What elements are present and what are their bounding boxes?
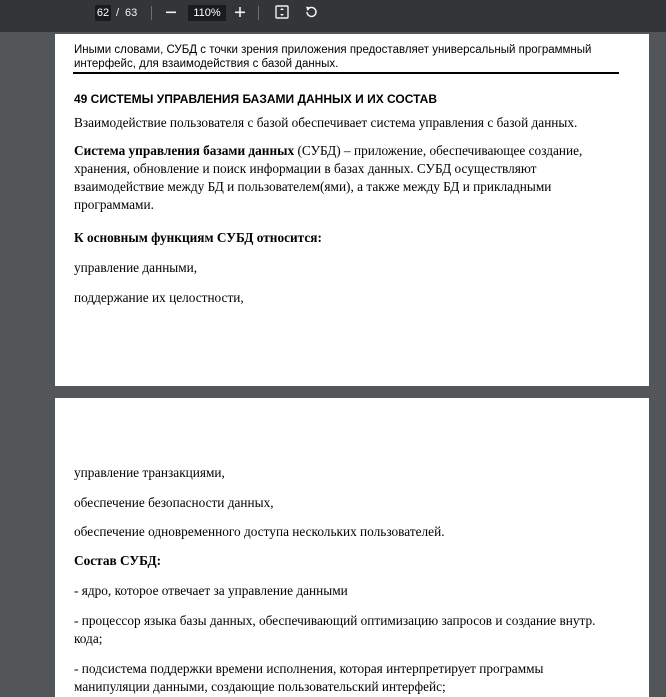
definition-term: Система управления базами данных (74, 143, 295, 158)
rotate-button[interactable] (302, 3, 320, 21)
zoom-input[interactable]: 110% (188, 5, 226, 21)
section-title: 49 СИСТЕМЫ УПРАВЛЕНИЯ БАЗАМИ ДАННЫХ И ИХ СОСТАВ (74, 92, 437, 106)
toolbar-divider (258, 6, 259, 20)
page-separator: / (116, 7, 120, 19)
composition-heading: Состав СУБД: (74, 553, 162, 568)
header-note: Иными словами, СУБД с точки зрения приложения предоставляет универсальный программный интерфейс, для взаимодействия с базой данных. (74, 44, 592, 70)
page-number-input[interactable]: 62 (96, 7, 110, 19)
minus-icon (165, 6, 177, 18)
list-item: - ядро, которое отвечает за управление данными (74, 583, 348, 598)
header-divider (73, 72, 619, 74)
definition-paragraph (74, 142, 619, 214)
total-pages: 63 (125, 7, 138, 19)
fit-page-button[interactable] (273, 3, 291, 21)
list-item: обеспечение одновременного доступа нескольких пользователей. (74, 524, 445, 539)
functions-heading: К основным функциям СУБД относится: (74, 230, 322, 245)
list-item: - процессор языка базы данных, обеспечивающий оптимизацию запросов и создание внутр. кода; (74, 613, 596, 646)
zoom-in-button[interactable] (231, 3, 249, 21)
list-item: управление транзакциями, (74, 465, 225, 480)
rotate-icon (304, 5, 318, 19)
list-item: управление данными, (74, 260, 198, 275)
list-item: поддержание их целостности, (74, 290, 244, 305)
toolbar-divider (151, 6, 152, 20)
list-item: - подсистема поддержки времени исполнения, которая интерпретирует программы манипуляции данными, создающие пользовательский интерфейс; (74, 661, 544, 694)
pdf-page (55, 398, 649, 697)
plus-icon (234, 6, 246, 18)
list-item: обеспечение безопасности данных, (74, 495, 274, 510)
zoom-out-button[interactable] (162, 3, 180, 21)
definition-text: (СУБД) – приложение, обеспечивающее создание, хранения, обновление и поиск информации в базах данных. СУБД осуществляют взаимодействие между БД и пользователем(ями), а также между БД и прикладными программами. (74, 143, 583, 212)
intro-paragraph: Взаимодействие пользователя с базой обеспечивает система управления с базой данных. (74, 115, 578, 130)
pdf-page (55, 34, 649, 386)
fit-page-icon (275, 5, 289, 19)
pdf-toolbar (0, 0, 666, 32)
